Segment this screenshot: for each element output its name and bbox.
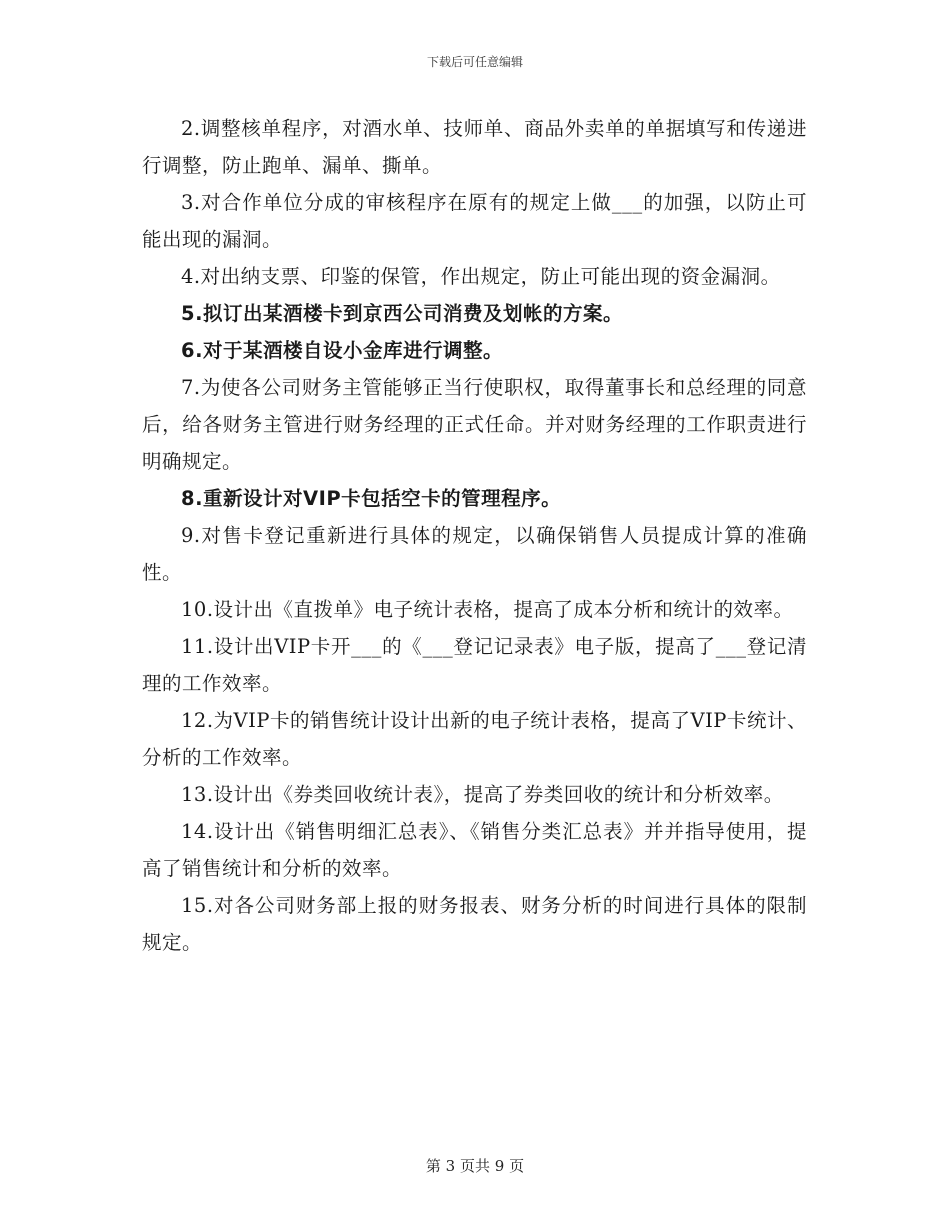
document-body [142, 110, 807, 961]
page-footer: 第 3 页共 9 页 [425, 1157, 525, 1175]
paragraph-2: 2.调整核单程序，对酒水单、技师单、商品外卖单的单据填写和传递进行调整，防止跑单、漏单、撕单。 [142, 117, 807, 177]
paragraph-15: 15.对各公司财务部上报的财务报表、财务分析的时间进行具体的限制规定。 [142, 894, 807, 954]
paragraph-14: 14.设计出《销售明细汇总表》、《销售分类汇总表》并并指导使用，提高了销售统计和分析的效率。 [142, 820, 807, 880]
paragraph-11: 11.设计出VIP卡开___的《___登记记录表》电子版，提高了___登记清理的工作效率。 [142, 635, 807, 695]
paragraph-7: 7.为使各公司财务主管能够正当行使职权，取得董事长和总经理的同意后，给各财务主管进行财务经理的正式任命。并对财务经理的工作职责进行明确规定。 [142, 376, 807, 473]
paragraph-4: 4.对出纳支票、印鉴的保管，作出规定，防止可能出现的资金漏洞。 [181, 265, 781, 288]
page-header: 下载后可任意编辑 [426, 55, 523, 69]
paragraph-8: 8.重新设计对VIP卡包括空卡的管理程序。 [181, 487, 562, 510]
paragraph-12: 12.为VIP卡的销售统计设计出新的电子统计表格，提高了VIP卡统计、分析的工作效率。 [142, 709, 807, 769]
paragraph-5: 5.拟订出某酒楼卡到京西公司消费及划帐的方案。 [181, 302, 623, 325]
paragraph-10: 10.设计出《直拨单》电子统计表格，提高了成本分析和统计的效率。 [181, 598, 794, 621]
paragraph-6: 6.对于某酒楼自设小金库进行调整。 [181, 339, 503, 362]
paragraph-13: 13.设计出《券类回收统计表》，提高了券类回收的统计和分析效率。 [181, 783, 784, 806]
paragraph-9: 9.对售卡登记重新进行具体的规定，以确保销售人员提成计算的准确性。 [142, 524, 807, 584]
paragraph-3: 3.对合作单位分成的审核程序在原有的规定上做___的加强，以防止可能出现的漏洞。 [142, 191, 807, 251]
